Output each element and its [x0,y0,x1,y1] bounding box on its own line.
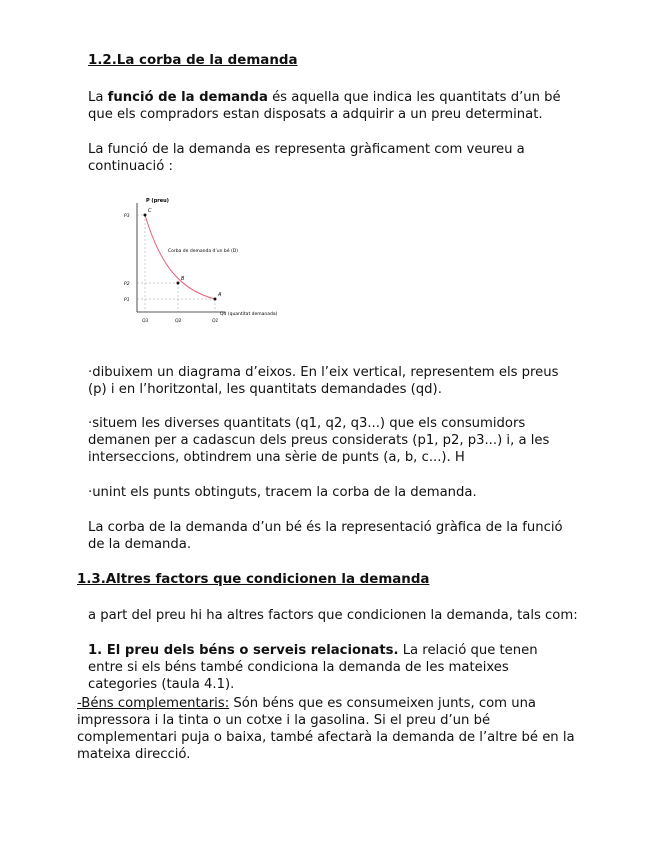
section-1-2-heading: 1.2.La corba de la demanda [88,53,298,68]
step-3: ·unint els punts obtinguts, tracem la corba de la demanda. [88,485,477,500]
related-goods-text: La relació que tenen entre si els béns també condiciona la demanda de les mateixes categories (taula 4.1). [88,643,538,692]
price-tick-b: P2 [124,282,130,287]
definition-prefix: La [88,90,108,105]
curve-label: Corba de demanda d’un bé (D) [168,249,238,254]
step-2: ·situem les diverses quantitats (q1, q2, q3...) que els consumidors demanen per a cadascun dels preus considerats (p1, p2, p3...) i, a les interseccions, obtindrem una sèrie de punts (a, b, c...). H [88,416,550,465]
demand-curve-line [145,215,215,299]
point-a [214,298,217,301]
related-goods-title: 1. El preu dels béns o serveis relacionats. [88,643,399,658]
section-1-3-heading: 1.3.Altres factors que condicionen la demanda [77,572,430,587]
related-goods-item [88,642,573,693]
point-c [144,214,147,217]
point-label-c: C [148,208,152,214]
demand-curve-conclusion: La corba de la demanda d’un bé és la representació gràfica de la funció de la demanda. [88,520,563,552]
price-tick-a: P1 [124,298,130,303]
price-tick-c: P3 [124,214,130,219]
complementary-goods-paragraph [77,695,577,763]
y-axis-label: P (preu) [146,198,169,204]
complementary-goods-text: Són béns que es consumeixen junts, com una impressora i la tinta o un cotxe i la gasolina. Si el preu d’un bé complementari puja o baixa, també afectarà la demanda de l’altre bé en la mateixa direcció. [77,696,575,762]
demand-function-definition [88,89,578,123]
point-label-b: B [181,276,185,282]
quantity-tick-a: Q1 [212,319,219,324]
demand-curve-chart [120,195,278,335]
definition-term: funció de la demanda [107,90,268,105]
quantity-tick-b: Q2 [175,319,182,324]
point-b [177,282,180,285]
point-label-a: A [218,292,222,298]
graph-intro-paragraph: La funció de la demanda es representa gràficament com veureu a continuació : [88,142,525,174]
x-axis-label: Qd (quantitat demanada) [220,312,278,317]
step-1: ·dibuixem un diagrama d’eixos. En l’eix vertical, representem els preus (p) i en l’horitzontal, les quantitats demandades (qd). [88,365,559,397]
other-factors-intro: a part del preu hi ha altres factors que condicionen la demanda, tals com: [88,608,578,623]
quantity-tick-c: Q3 [142,319,149,324]
complementary-goods-label: -Béns complementaris: [77,696,230,711]
definition-text: és aquella que indica les quantitats d’un bé que els compradors estan disposats a adquirir a un preu determinat. [88,90,561,122]
